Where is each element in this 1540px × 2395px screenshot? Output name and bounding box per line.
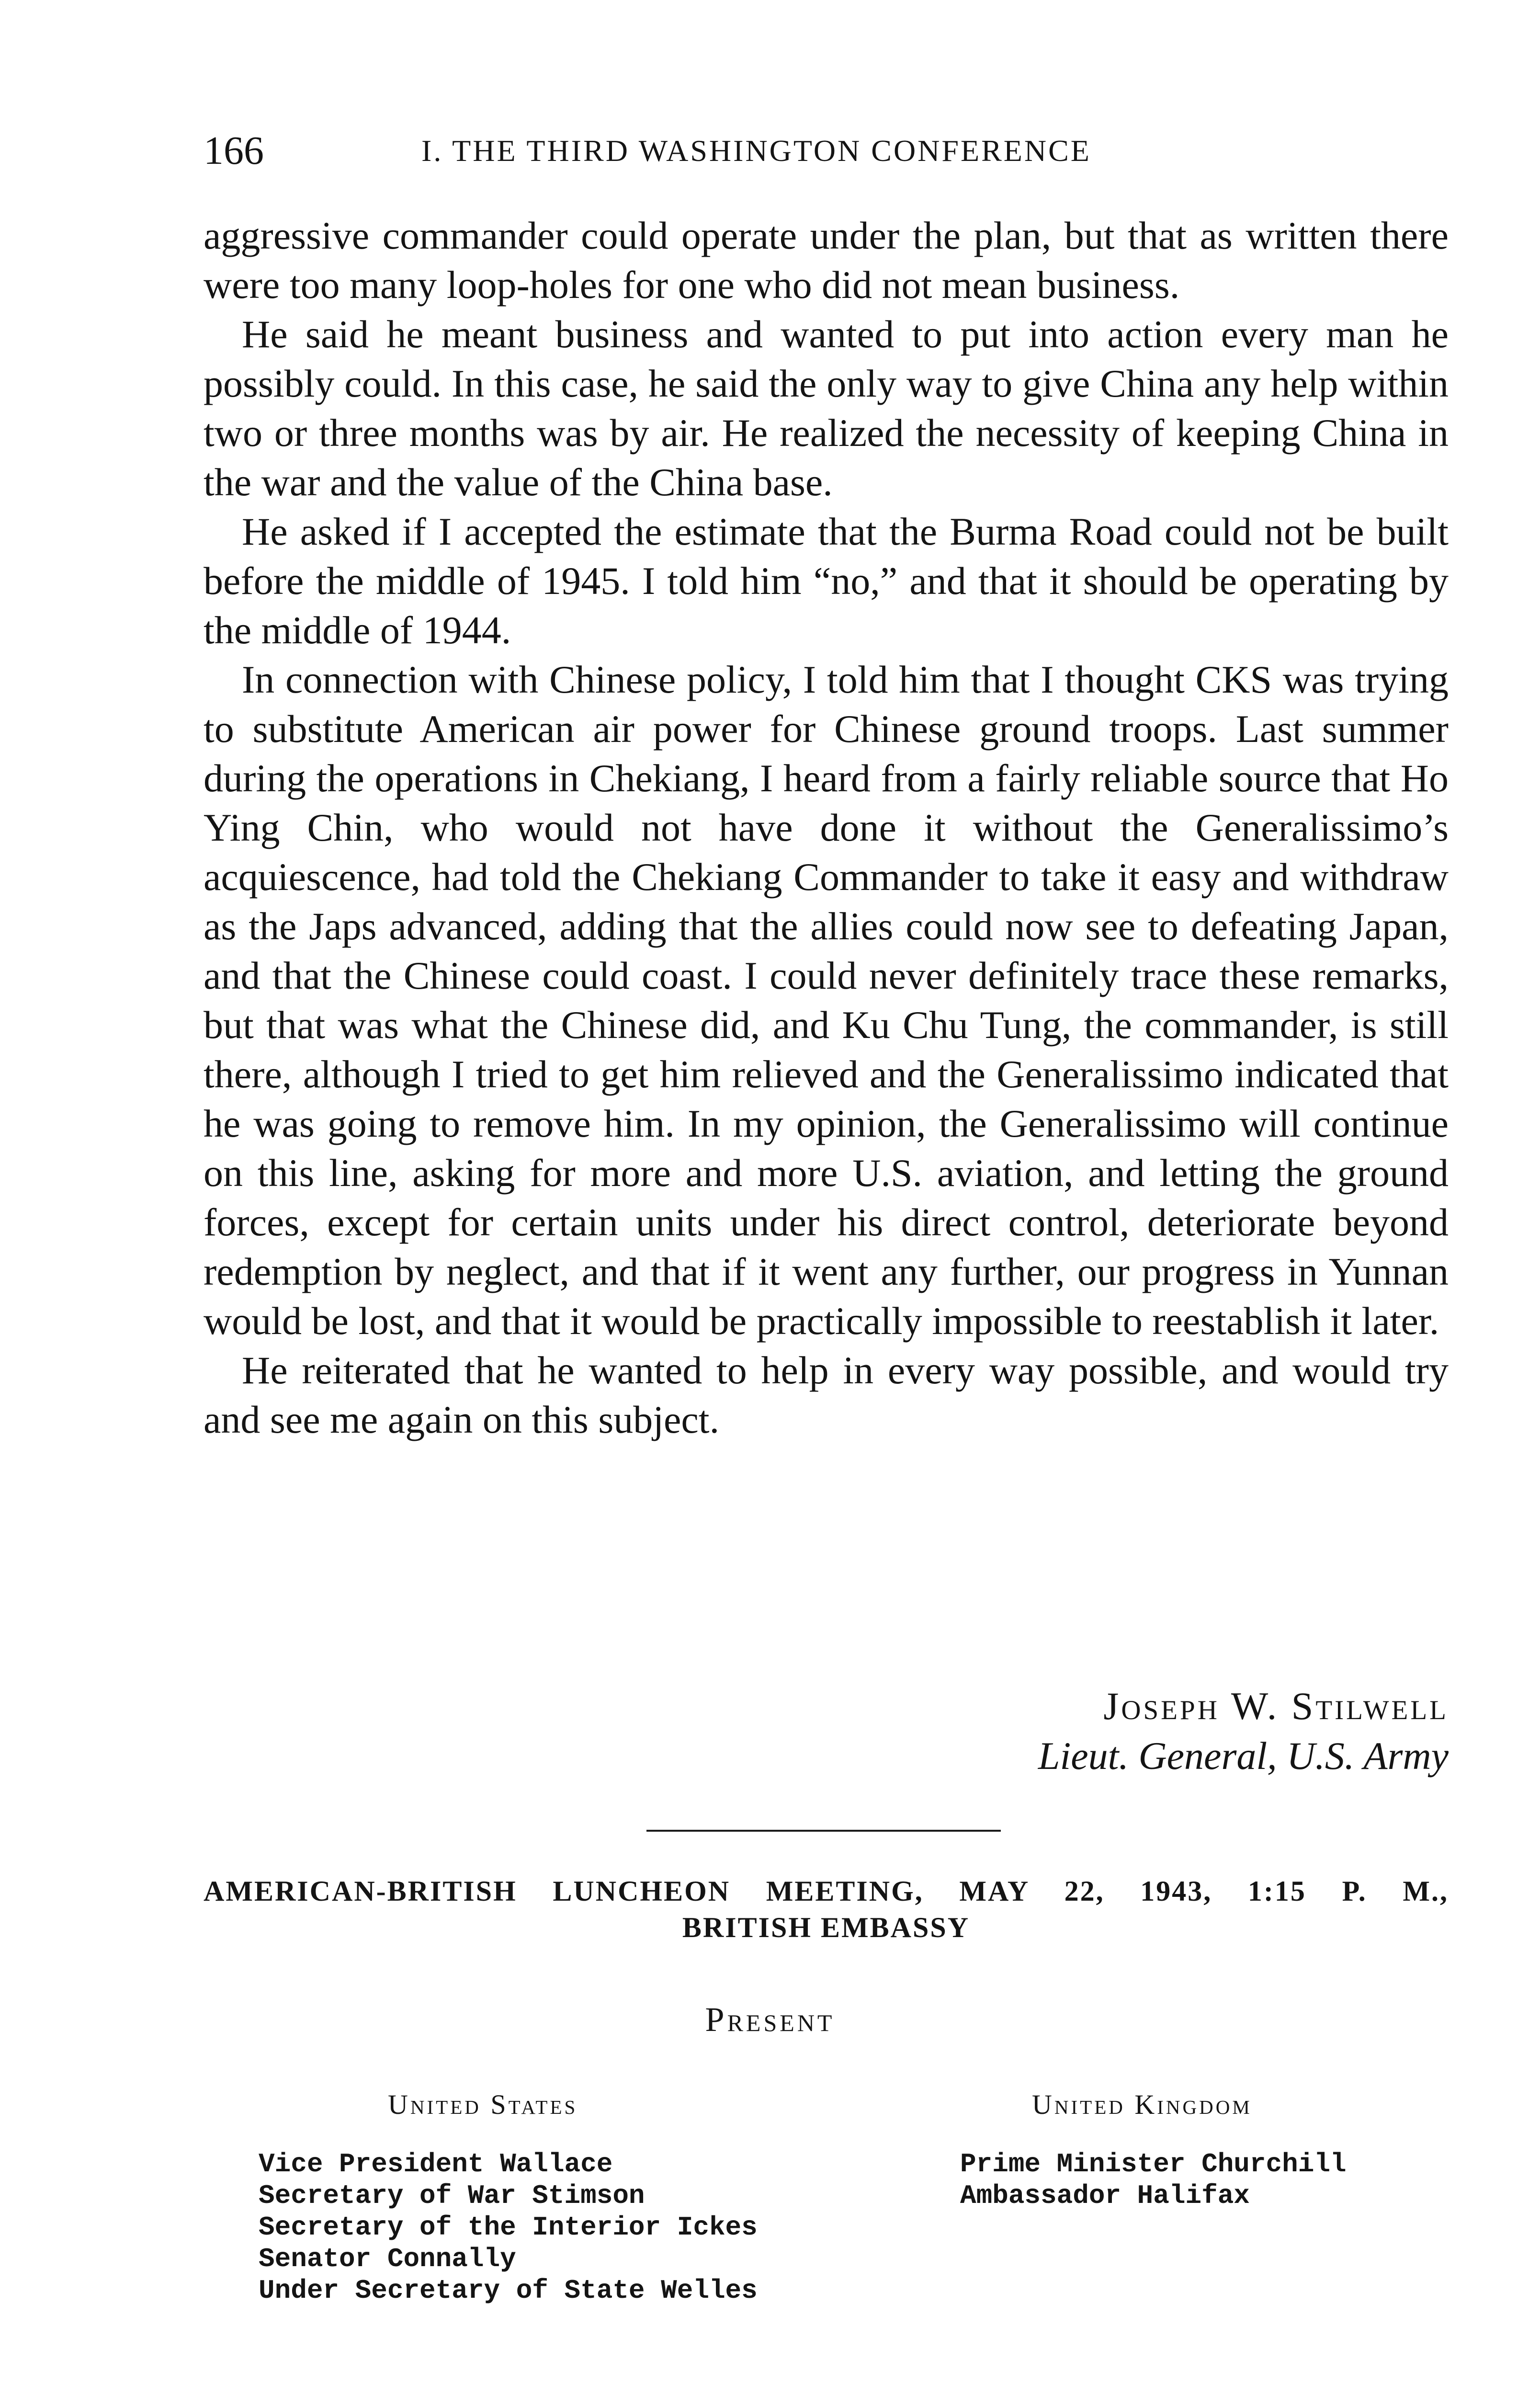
paragraph: aggressive commander could operate under the plan, but that as written there were too many loop-holes for one who did not mean business. bbox=[204, 214, 1449, 307]
list-item: Secretary of War Stimson bbox=[259, 2180, 645, 2211]
page-header bbox=[204, 122, 1449, 180]
list-item: Vice President Wallace bbox=[259, 2149, 613, 2179]
meeting-title-line-1: AMERICAN-BRITISH LUNCHEON MEETING, MAY 22, 1943, 1:15 P. M., bbox=[204, 1875, 1449, 1907]
uk-heading: United Kingdom bbox=[1032, 2089, 1252, 2120]
list-item: Senator Connally bbox=[259, 2244, 516, 2274]
list-item: Under Secretary of State Welles bbox=[259, 2275, 758, 2306]
body-text bbox=[204, 211, 1449, 1444]
paragraph: He said he meant business and wanted to put into action every man he possibly could. In this case, he said the only way to give China any help within two or three months was by air. He realized the necessity of keeping China in the war and the value of the China base. bbox=[204, 312, 1449, 504]
list-item: Secretary of the Interior Ickes bbox=[259, 2212, 758, 2243]
signatory-rank: Lieut. General, U.S. Army bbox=[1038, 1734, 1449, 1778]
paragraph: In connection with Chinese policy, I told him that I thought CKS was trying to substitute American air power for Chinese ground troops. Last summer during the operations in Chekiang, I heard from a fairly reliable source that Ho Ying Chin, who would not have done it without the Generalissimo’s acquiescence, had told the Chekiang Commander to take it easy and withdraw as the Japs advanced, adding that the allies could now see to defeating Japan, and that the Chinese could coast. I could never definitely trace these remarks, but that was what the Chinese did, and Ku Chu Tung, the commander, is still there, although I tried to get him relieved and the Generalissimo indicated that he was going to remove him. In my opinion, the Generalissimo will continue on this line, asking for more and more U.S. aviation, and letting the ground forces, except for certain units under his direct control, deteriorate beyond redemption by neglect, and that if it went any further, our progress in Yunnan would be lost, and that it would be practically impossible to reestablish it later. bbox=[204, 658, 1449, 1343]
signatory-name: Joseph W. Stilwell bbox=[1103, 1684, 1449, 1728]
paragraph: He asked if I accepted the estimate that the Burma Road could not be built before the middle of 1945. I told him “no,” and that it should be operating by the middle of 1944. bbox=[204, 510, 1449, 652]
running-head: I. THE THIRD WASHINGTON CONFERENCE bbox=[421, 134, 1091, 168]
list-item: Ambassador Halifax bbox=[960, 2180, 1250, 2211]
section-divider bbox=[646, 1830, 1001, 1832]
meeting-title-line-2: BRITISH EMBASSY bbox=[682, 1912, 970, 1943]
page-number: 166 bbox=[204, 128, 264, 173]
uk-attendee-list bbox=[960, 2148, 1347, 2212]
signature-block bbox=[1038, 1681, 1449, 1781]
present-heading: Present bbox=[705, 2000, 835, 2039]
us-heading: United States bbox=[388, 2089, 578, 2120]
meeting-title bbox=[204, 1873, 1449, 1946]
paragraph: He reiterated that he wanted to help in every way possible, and would try and see me again on this subject. bbox=[204, 1348, 1449, 1441]
list-item: Prime Minister Churchill bbox=[960, 2149, 1347, 2179]
us-attendee-list bbox=[259, 2148, 758, 2306]
